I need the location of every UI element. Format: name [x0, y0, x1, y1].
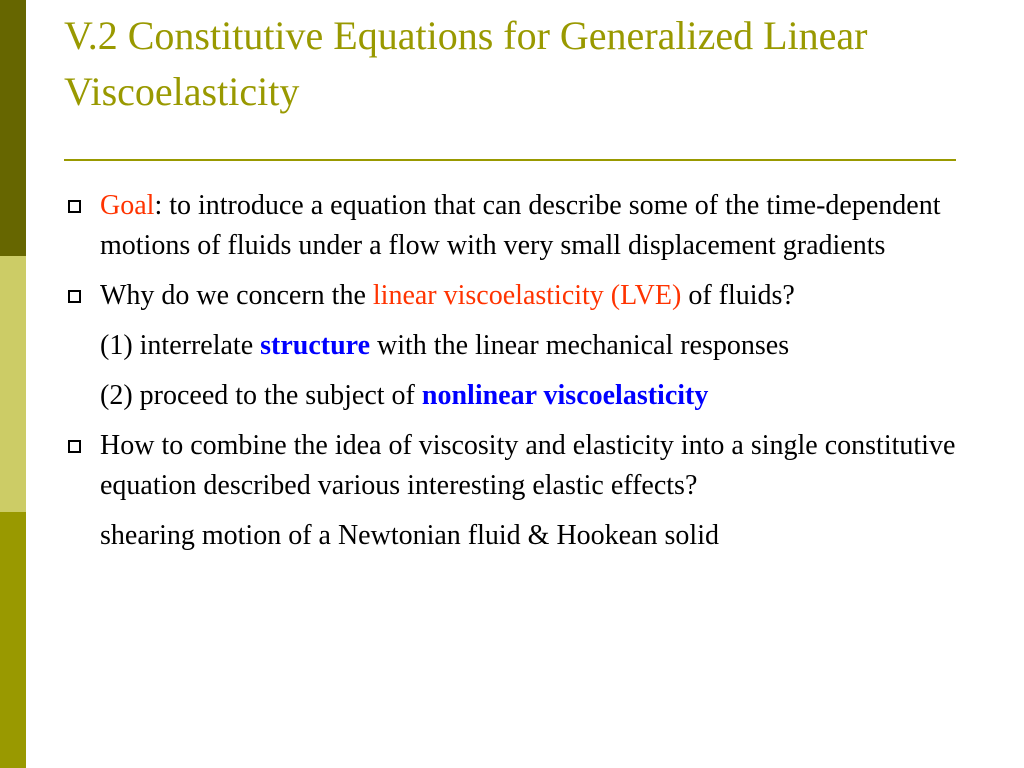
sub-structure-post: with the linear mechanical responses [370, 330, 790, 361]
slide-body [64, 186, 974, 566]
sidebar-band-top [0, 0, 26, 256]
square-bullet-icon [68, 200, 81, 213]
title-divider [64, 159, 956, 161]
sub-item-structure [64, 326, 974, 366]
sub-nonlinear-pre: (2) proceed to the subject of [100, 380, 422, 411]
structure-highlight: structure [260, 330, 371, 361]
goal-label: Goal [100, 190, 155, 221]
bullet-why-lve [64, 276, 974, 316]
slide-title: V.2 Constitutive Equations for Generalized Linear Viscoelasticity [64, 13, 868, 114]
lve-highlight: linear viscoelasticity (LVE) [372, 280, 682, 311]
sub-item-shearing [64, 516, 974, 556]
bullet-combine [64, 426, 974, 506]
sidebar-band-middle [0, 256, 26, 512]
goal-text: : to introduce a equation that can describe some of the time-dependent motions of fluids under a flow with very small displacement gradients [100, 190, 941, 261]
shearing-text: shearing motion of a Newtonian fluid & Hookean solid [100, 520, 719, 551]
square-bullet-icon [68, 290, 81, 303]
nonlinear-highlight: nonlinear viscoelasticity [421, 380, 709, 411]
sub-structure-pre: (1) interrelate [100, 330, 261, 361]
why-lve-pre: Why do we concern the [100, 280, 373, 311]
why-lve-post: of fluids? [681, 280, 795, 311]
combine-text: How to combine the idea of viscosity and elasticity into a single constitutive equation described various interesting elastic effects? [100, 430, 956, 501]
sidebar-decoration [0, 0, 26, 768]
sidebar-band-bottom [0, 512, 26, 768]
bullet-goal [64, 186, 974, 266]
square-bullet-icon [68, 440, 81, 453]
sub-item-nonlinear [64, 376, 974, 416]
